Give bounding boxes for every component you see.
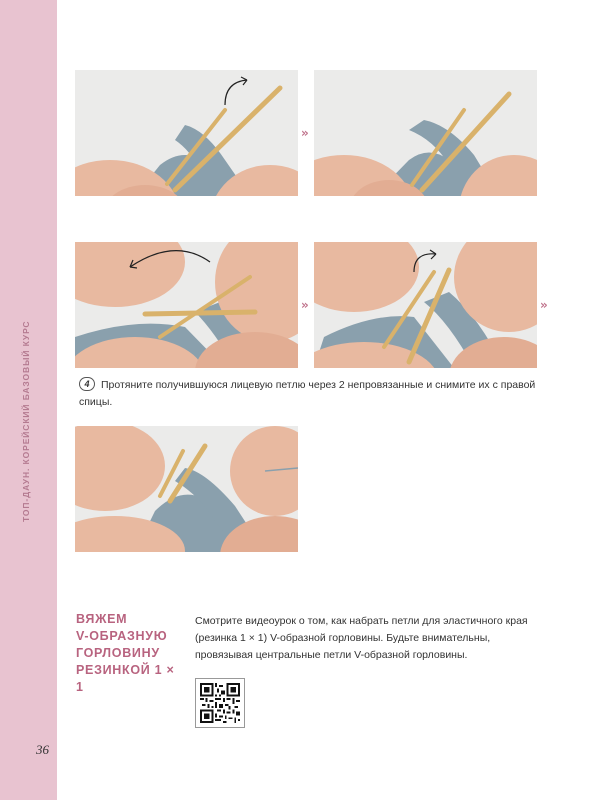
step-number-badge: 4 (79, 377, 95, 391)
knitting-photo-3 (75, 242, 298, 368)
next-arrow-icon: » (540, 298, 548, 312)
step-text: Протяните получившуюся лицевую петлю через 2 непровязанные и снимите их с правой спицы. (79, 379, 536, 408)
knitting-photo-4 (314, 242, 537, 368)
section-body: Смотрите видеоурок о том, как набрать петли для эластичного края (резинка 1 × 1) V-образной горловины. Будьте внимательны, провязывая центральные петли V-образной горловины. (195, 615, 528, 661)
qr-code-icon[interactable] (195, 678, 245, 728)
next-arrow-icon: » (301, 298, 309, 312)
page-number: 36 (36, 742, 49, 757)
knitting-photo-1 (75, 70, 298, 196)
next-arrow-icon: » (301, 126, 309, 140)
section-title-line: ГОРЛОВИНУ (76, 646, 160, 660)
sidebar-band (0, 0, 57, 800)
step-4 (79, 377, 549, 411)
section-title-line: ВЯЖЕМ (76, 612, 128, 626)
section-title-line: V-ОБРАЗНУЮ (76, 629, 168, 643)
section-title-line: РЕЗИНКОЙ 1 × 1 (76, 663, 175, 694)
running-header: ТОП-ДАУН. КОРЕЙСКИЙ БАЗОВЫЙ КУРС (21, 320, 31, 522)
section-title (76, 611, 186, 696)
knitting-photo-2 (314, 70, 537, 196)
knitting-photo-5 (75, 426, 298, 552)
